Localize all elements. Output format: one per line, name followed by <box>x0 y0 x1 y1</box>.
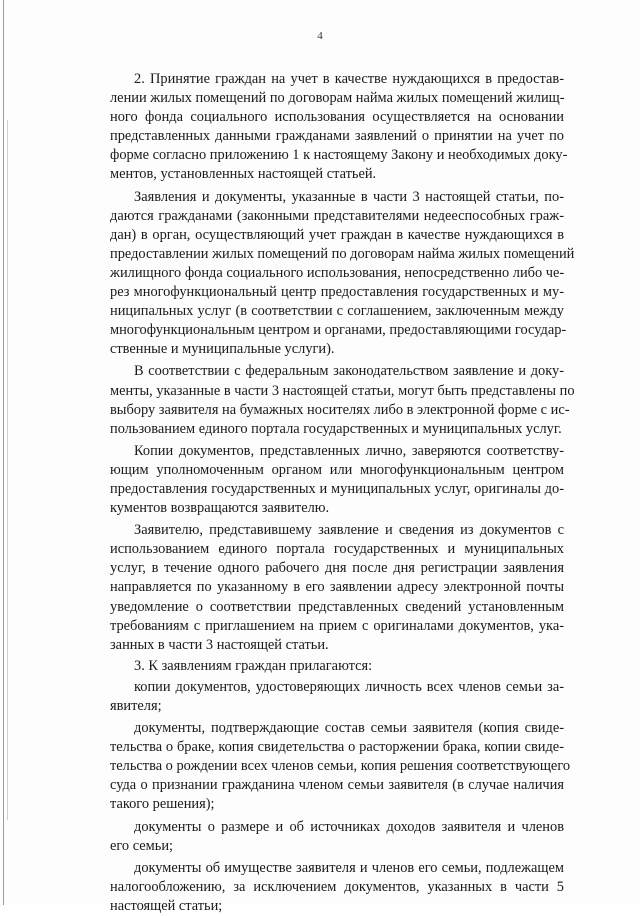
text-line: кументов возвращаются заявителю. <box>110 500 330 517</box>
paragraph <box>110 818 564 856</box>
text-line: многофункциональным центром и органами, предоставляющими государ- <box>110 322 567 339</box>
text-line: копии документов, удостоверяющих личность всех членов семьи за- <box>134 678 564 695</box>
text-line: ного фонда социального использования осуществляется на основании <box>110 109 564 126</box>
paragraph <box>110 70 568 185</box>
text-line: менты, указанные в части 3 настоящей статьи, могут быть представлены по <box>110 382 575 399</box>
text-line: выбору заявителя на бумажных носителях либо в электронной форме с ис- <box>110 401 570 418</box>
text-line: такого решения); <box>110 796 215 813</box>
text-line: документы, подтверждающие состав семьи заявителя (копия свиде- <box>134 720 564 737</box>
paragraph <box>110 859 564 916</box>
paragraph <box>110 521 564 655</box>
scan-edge-line <box>7 120 8 820</box>
text-line: лении жилых помещений по договорам найма жилых помещений жилищ- <box>110 90 565 107</box>
text-line: Заявителю, представившему заявление и сведения из документов с <box>134 522 564 539</box>
paragraph <box>110 719 571 814</box>
text-line: документы об имуществе заявителя и членов его семьи, подлежащем <box>134 859 564 876</box>
text-line: ющим уполномоченным органом или многофункциональным центром <box>110 461 564 478</box>
text-line: жилищного фонда социального использования, непосредственно либо че- <box>110 264 565 281</box>
text-line: тельства о рождении всех членов семьи, копия решения соответствующего <box>110 758 571 775</box>
text-line: дан) в орган, осуществляющий учет граждан в качестве нуждающихся в <box>110 226 564 243</box>
paragraph <box>110 442 564 518</box>
text-line: настоящей статьи; <box>110 897 223 914</box>
text-line: налогообложению, за исключением документов, указанных в части 5 <box>110 878 564 895</box>
text-line: суда о признании гражданина членом семьи заявителя (в случае наличия <box>110 777 564 794</box>
text-line: представленных данными гражданами заявлений о принятии на учет по <box>110 128 564 145</box>
text-line: занных в части 3 настоящей статьи. <box>110 636 329 653</box>
page-number: 4 <box>317 30 323 42</box>
text-line: услуг, в течение одного рабочего дня после дня регистрации заявления <box>110 560 564 577</box>
text-line: документы о размере и об источниках доходов заявителя и членов <box>134 818 564 835</box>
text-line: ментов, установленных настоящей статьей. <box>110 166 377 183</box>
text-line: использованием единого портала государственных и муниципальных <box>110 541 564 558</box>
paragraph <box>110 362 575 438</box>
text-line: ственные и муниципальные услуги). <box>110 341 335 358</box>
text-line: его семьи; <box>110 837 174 854</box>
text-line: 3. К заявлениям граждан прилагаются: <box>134 657 373 674</box>
text-line: даются гражданами (законными представителями недееспособных граж- <box>110 207 564 224</box>
text-line: форме согласно приложению 1 к настоящему Закону и необходимых доку- <box>110 147 568 164</box>
text-line: требованиям с приглашением на прием с оригиналами документов, ука- <box>110 617 564 634</box>
paragraph <box>110 188 575 360</box>
paragraph <box>110 678 564 716</box>
text-line: тельства о браке, копия свидетельства о расторжении брака, копии свиде- <box>110 739 564 756</box>
text-line: пользованием единого портала государственных и муниципальных услуг. <box>110 420 562 437</box>
text-line: В соответствии с федеральным законодательством заявление и доку- <box>134 363 564 380</box>
text-line: предоставлении жилых помещений по договорам найма жилых помещений <box>110 245 575 262</box>
paragraph <box>110 657 564 676</box>
scan-edge-line <box>3 0 4 905</box>
text-line: направляется по указанному в его заявлении адресу электронной почты <box>110 579 564 596</box>
document-body <box>110 70 575 916</box>
text-line: рез многофункциональный центр предоставления государственных и му- <box>110 284 564 301</box>
text-line: уведомление о соответствии представленных сведений установленным <box>110 598 564 615</box>
text-line: Копии документов, представленных лично, заверяются соответству- <box>134 442 564 459</box>
text-line: ниципальных услуг (в соответствии с соглашением, заключенным между <box>110 303 564 320</box>
text-line: явителя; <box>110 698 162 714</box>
text-line: 2. Принятие граждан на учет в качестве нуждающихся в предостав- <box>134 71 564 87</box>
text-line: Заявления и документы, указанные в части 3 настоящей статьи, по- <box>134 188 564 205</box>
text-line: предоставления государственных и муниципальных услуг, оригиналы до- <box>110 480 564 497</box>
